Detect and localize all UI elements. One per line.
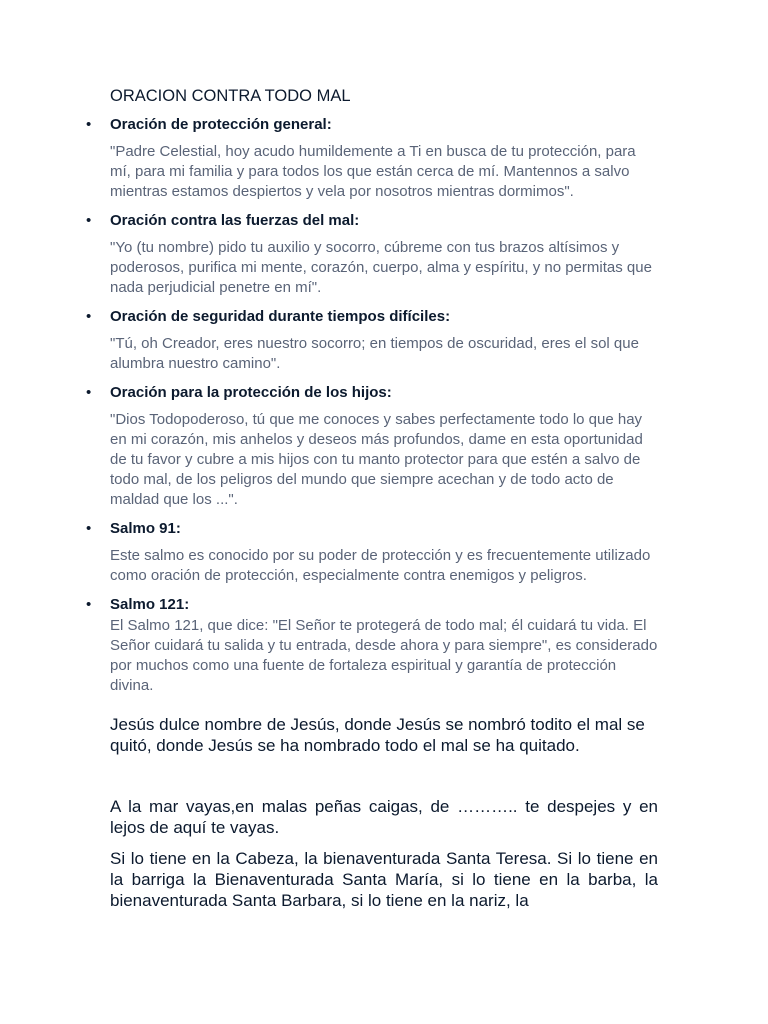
prayer-list: [86, 114, 658, 696]
list-item-text: Este salmo es conocido por su poder de protección y es frecuentemente utilizado como oración de protección, especialmente contra enemigos y peligros.: [110, 547, 651, 584]
bullet-icon: •: [86, 520, 92, 537]
list-item-title: Salmo 121:: [110, 596, 190, 613]
list-item: [86, 114, 658, 202]
bullet-icon: •: [86, 308, 92, 325]
list-item-title: Oración para la protección de los hijos:: [110, 384, 392, 401]
document-page: [86, 86, 658, 911]
list-item: [86, 306, 658, 374]
body-paragraph: A la mar vayas,en malas peñas caigas, de ……….. te despejes y en lejos de aquí te vayas.: [110, 797, 658, 837]
list-item-title: Salmo 91:: [110, 520, 181, 537]
document-title: ORACION CONTRA TODO MAL: [110, 87, 351, 105]
bullet-icon: •: [86, 116, 92, 133]
list-item-title: Oración de protección general:: [110, 116, 332, 133]
list-item-title: Oración de seguridad durante tiempos difíciles:: [110, 308, 451, 325]
list-item: [86, 594, 658, 696]
bullet-icon: •: [86, 596, 92, 613]
bullet-icon: •: [86, 212, 92, 229]
list-item-text: "Yo (tu nombre) pido tu auxilio y socorro, cúbreme con tus brazos altísimos y poderosos, purifica mi mente, corazón, cuerpo, alma y espíritu, y no permitas que nada perjudicial penetre en mí".: [110, 239, 652, 296]
list-item-text: "Dios Todopoderoso, tú que me conoces y sabes perfectamente todo lo que hay en mi corazón, mis anhelos y deseos más profundos, dame en esta oportunidad de tu favor y cubre a mis hijos con tu manto protector para que estén a salvo de todo mal, de los peligros del mundo que siempre acechan y de todo acto de maldad que los ...".: [110, 411, 643, 508]
list-item: [86, 518, 658, 586]
list-item-text: "Tú, oh Creador, eres nuestro socorro; en tiempos de oscuridad, eres el sol que alumbra nuestro camino".: [110, 335, 639, 372]
bullet-icon: •: [86, 384, 92, 401]
body-paragraph: Jesús dulce nombre de Jesús, donde Jesús se nombró todito el mal se quitó, donde Jesús se ha nombrado todo el mal se ha quitado.: [110, 715, 645, 755]
list-item-text: El Salmo 121, que dice: "El Señor te protegerá de todo mal; él cuidará tu vida. El Señor cuidará tu salida y tu entrada, desde ahora y para siempre", es considerado por muchos como una fuente de fortaleza espiritual y garantía de protección divina.: [110, 617, 658, 694]
list-item: [86, 382, 658, 510]
list-item-title: Oración contra las fuerzas del mal:: [110, 212, 360, 229]
list-item: [86, 210, 658, 298]
list-item-text: "Padre Celestial, hoy acudo humildemente a Ti en busca de tu protección, para mí, para mi familia y para todos los que están cerca de mí. Mantennos a salvo mientras estamos despiertos y vela por nosotros mientras dormimos".: [110, 143, 636, 200]
body-paragraph: Si lo tiene en la Cabeza, la bienaventurada Santa Teresa. Si lo tiene en la barriga la Bienaventurada Santa María, si lo tiene en la barba, la bienaventurada Santa Barbara, si lo tiene en la nariz, la: [110, 849, 658, 910]
